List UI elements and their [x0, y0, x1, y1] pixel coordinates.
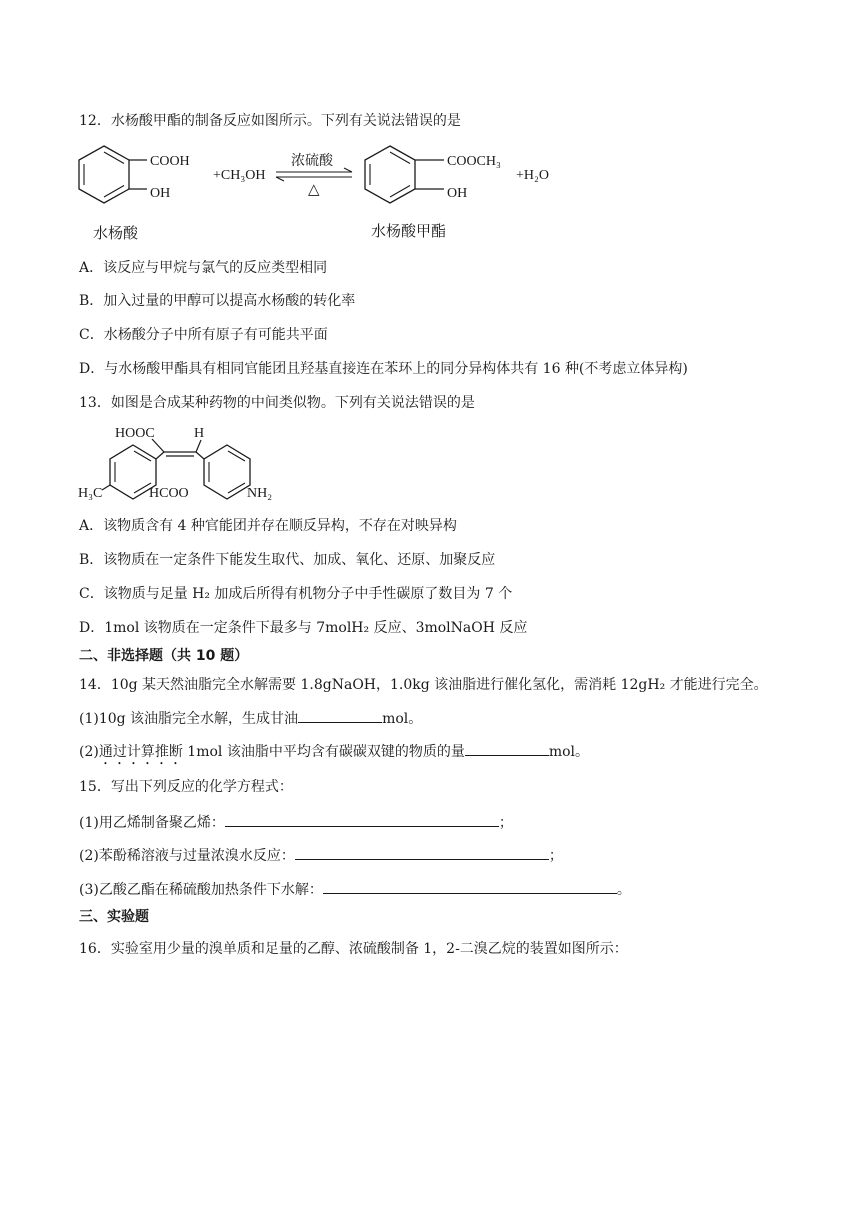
- oh-label: OH: [447, 186, 468, 201]
- q15-part1: [79, 812, 513, 833]
- cooch3-label: COOCH₃: [447, 154, 501, 169]
- q13-option-b: B．该物质在一定条件下能发生取代、加成、氧化、还原、加聚反应: [79, 552, 496, 568]
- q14-part2: [79, 741, 589, 768]
- q14-part1: [79, 708, 422, 729]
- equilibrium-arrow: [276, 168, 352, 181]
- salicylic-acid-structure: [79, 146, 190, 203]
- q14-part1-unit: mol。: [382, 711, 423, 727]
- ch3-label: H₃C: [78, 486, 103, 501]
- reactant-name: 水杨酸: [93, 226, 139, 242]
- q14-part2-unit: mol。: [548, 744, 590, 760]
- methyl-salicylate-structure: [365, 146, 501, 203]
- q12-option-b: B．加入过量的甲醇可以提高水杨酸的转化率: [79, 293, 356, 309]
- q12-option-c: C．水杨酸分子中所有原子有可能共平面: [79, 327, 328, 343]
- heat-symbol: △: [308, 182, 320, 198]
- punctuation: 。: [616, 882, 631, 898]
- section-heading-nonchoice: 二、非选择题（共 10 题）: [79, 648, 249, 664]
- emphasis-text: 通过计算推断: [98, 744, 183, 760]
- q15-stem: 15．写出下列反应的化学方程式：: [79, 779, 293, 795]
- section-heading-experiment: 三、实验题: [79, 909, 149, 925]
- answer-blank[interactable]: [225, 812, 499, 827]
- q14-part2-prefix: (2): [79, 744, 99, 760]
- q15-part1-text: (1)用乙烯制备聚乙烯：: [79, 815, 225, 831]
- q16-stem: 16．实验室用少量的溴单质和足量的乙醇、浓硫酸制备 1，2-二溴乙烷的装置如图所示：: [79, 941, 628, 957]
- cooh-label: COOH: [150, 154, 190, 169]
- reagent-methanol: +CH₃OH: [213, 168, 266, 183]
- answer-blank[interactable]: [298, 708, 382, 723]
- answer-blank[interactable]: [465, 741, 549, 756]
- q12-stem: 12．水杨酸甲酯的制备反应如图所示。下列有关说法错误的是: [79, 113, 461, 129]
- q15-part3-text: (3)乙酸乙酯在稀硫酸加热条件下水解：: [79, 882, 323, 898]
- formate-label: HCOO: [149, 486, 189, 501]
- punctuation: ；: [548, 848, 563, 864]
- q14-part2-text: 1mol 该油脂中平均含有碳碳双键的物质的量: [182, 744, 465, 760]
- q12-option-d: D．与水杨酸甲酯具有相同官能团且羟基直接连在苯环上的同分异构体共有 16 种(不考虑立体异构): [79, 361, 688, 377]
- punctuation: ；: [498, 815, 513, 831]
- oh-label: OH: [150, 186, 171, 201]
- q13-structure: [78, 426, 272, 501]
- q13-option-d: D．1mol 该物质在一定条件下最多与 7molH₂ 反应、3molNaOH 反应: [79, 620, 528, 636]
- answer-blank[interactable]: [295, 845, 549, 860]
- q12-option-a: A．该反应与甲烷与氯气的反应类型相同: [79, 260, 328, 276]
- q15-part2-text: (2)苯酚稀溶液与过量浓溴水反应：: [79, 848, 295, 864]
- byproduct-water: +H₂O: [516, 168, 549, 183]
- q15-part3: [79, 879, 631, 900]
- product-name: 水杨酸甲酯: [371, 224, 447, 240]
- q13-option-c: C．该物质与足量 H₂ 加成后所得有机物分子中手性碳原了数目为 7 个: [79, 586, 513, 602]
- h-label: H: [194, 426, 205, 441]
- q13-option-a: A．该物质含有 4 种官能团并存在顺反异构，不存在对映异构: [79, 518, 457, 534]
- q14-part1-text: (1)10g 该油脂完全水解，生成甘油: [79, 711, 299, 727]
- q14-stem: 14．10g 某天然油脂完全水解需要 1.8gNaOH，1.0kg 该油脂进行催化氢化，需消耗 12gH₂ 才能进行完全。: [79, 677, 768, 693]
- q13-stem: 13．如图是合成某种药物的中间类似物。下列有关说法错误的是: [79, 395, 475, 411]
- catalyst-label: 浓硫酸: [291, 154, 333, 169]
- q15-part2: [79, 845, 563, 866]
- nh2-label: NH₂: [247, 486, 273, 501]
- answer-blank[interactable]: [323, 879, 617, 894]
- cooh-label: HOOC: [115, 426, 155, 441]
